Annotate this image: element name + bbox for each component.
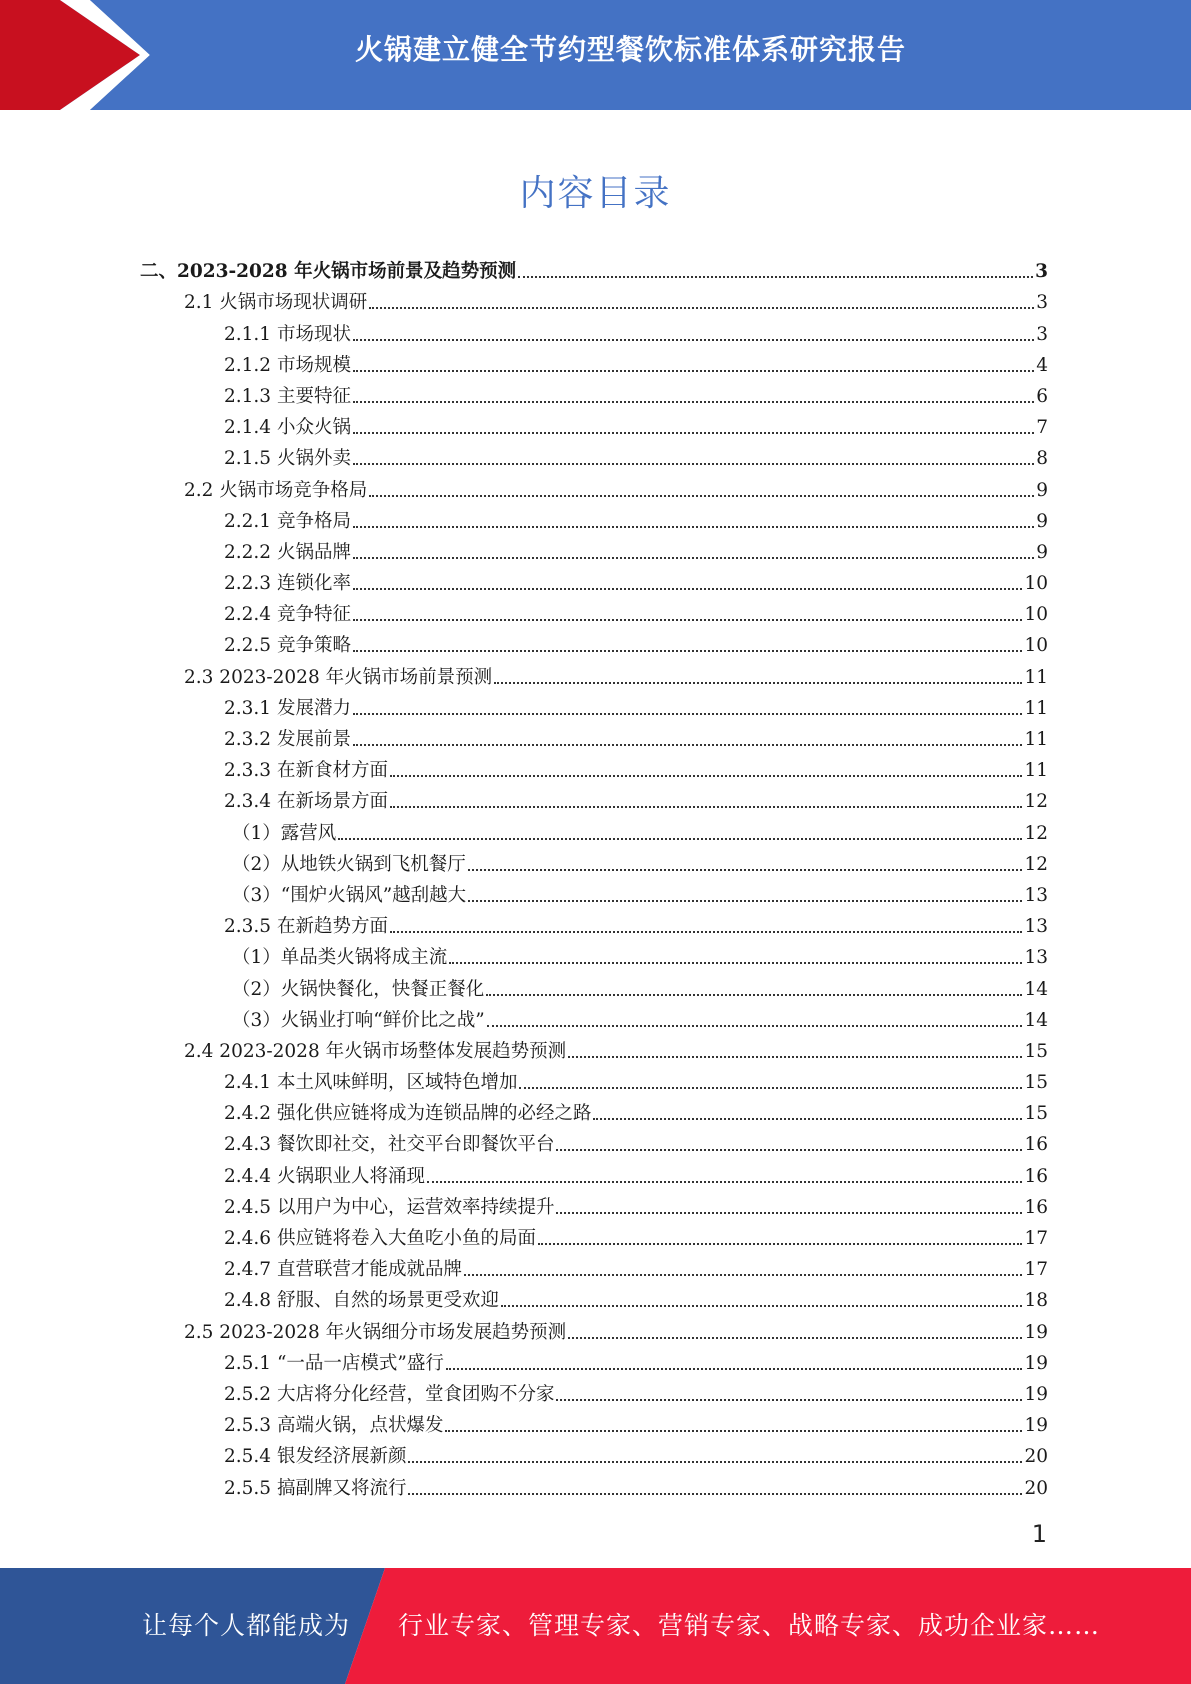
toc-dot-leader — [390, 805, 1022, 808]
toc-dot-leader — [338, 837, 1022, 840]
toc-entry[interactable] — [140, 283, 1048, 314]
toc-dot-leader — [487, 1024, 1023, 1027]
toc-entry-label: 2.5.1 “一品一店模式”盛行 — [224, 1352, 444, 1374]
toc-entry-page: 11 — [1024, 729, 1048, 750]
toc-entry-label: 2.4.4 火锅职业人将涌现 — [224, 1165, 425, 1187]
toc-dot-leader — [449, 961, 1022, 964]
footer-slogan-right: 行业专家、管理专家、营销专家、战略专家、成功企业家…… — [398, 1611, 1101, 1640]
toc-entry-page: 19 — [1024, 1415, 1048, 1437]
toc-entry[interactable] — [140, 1406, 1048, 1437]
toc-entry-label: 2.3 2023-2028 年火锅市场前景预测 — [184, 666, 493, 688]
toc-entry[interactable] — [140, 595, 1048, 626]
toc-heading: 内容目录 — [519, 173, 672, 214]
toc-entry-page: 18 — [1024, 1290, 1048, 1312]
toc-entry-page: 4 — [1036, 354, 1048, 376]
toc-entry[interactable] — [140, 720, 1048, 751]
toc-dot-leader — [556, 1211, 1022, 1214]
toc-entry[interactable] — [140, 470, 1048, 501]
toc-entry[interactable] — [140, 1156, 1048, 1187]
toc-entry[interactable] — [140, 626, 1048, 657]
toc-entry[interactable] — [140, 439, 1048, 470]
toc-entry-page: 15 — [1024, 1072, 1048, 1094]
toc-entry-page: 11 — [1024, 666, 1048, 688]
toc-entry-label: 2.3.1 发展潜力 — [224, 697, 351, 719]
page-number: 1 — [1031, 1520, 1047, 1548]
toc-entry-page: 19 — [1024, 1321, 1048, 1343]
toc-entry-page: 9 — [1036, 479, 1048, 501]
toc-entry-label: 2.1.4 小众火锅 — [224, 417, 351, 439]
toc-entry[interactable] — [140, 1188, 1048, 1219]
toc-dot-leader — [538, 1242, 1022, 1245]
toc-entry-label: 2.2.4 竞争特征 — [224, 604, 351, 626]
toc-entry-label: 2.3.3 在新食材方面 — [224, 760, 388, 782]
toc-entry-label: 2.3.4 在新场景方面 — [224, 791, 388, 813]
toc-entry[interactable] — [140, 502, 1048, 533]
toc-entry-page: 10 — [1024, 573, 1048, 595]
toc-entry-page: 11 — [1024, 697, 1048, 719]
toc-entry-label: 2.1 火锅市场现状调研 — [184, 292, 368, 314]
toc-dot-leader — [518, 275, 1033, 278]
toc-entry-label: 二、2023-2028 年火锅市场前景及趋势预测 — [140, 261, 517, 283]
toc-entry-label: 2.4.1 本土风味鲜明，区域特色增加 — [224, 1072, 518, 1094]
toc-entry-label: （2）火锅快餐化，快餐正餐化 — [232, 978, 485, 1000]
toc-entry-page: 16 — [1024, 1165, 1048, 1187]
toc-entry-page: 14 — [1024, 1009, 1048, 1031]
toc-entry-label: 2.4 2023-2028 年火锅市场整体发展趋势预测 — [184, 1040, 567, 1062]
toc-dot-leader — [390, 774, 1022, 777]
toc-entry-label: 2.4.3 餐饮即社交，社交平台即餐饮平台 — [224, 1134, 555, 1156]
toc-entry-page: 10 — [1024, 604, 1048, 626]
toc-entry[interactable] — [140, 533, 1048, 564]
toc-entry[interactable] — [140, 938, 1048, 969]
toc-entry-page: 16 — [1024, 1196, 1048, 1218]
toc-entry-label: 2.1.1 市场现状 — [224, 323, 351, 345]
toc-entry-label: 2.2 火锅市场竞争格局 — [184, 479, 368, 501]
toc-dot-leader — [353, 338, 1034, 341]
toc-dot-leader — [464, 1273, 1022, 1276]
toc-entry[interactable] — [140, 564, 1048, 595]
toc-entry-label: 2.2.3 连锁化率 — [224, 573, 351, 595]
toc-entry[interactable] — [140, 1094, 1048, 1125]
toc-entry[interactable] — [140, 252, 1048, 283]
toc-entry[interactable] — [140, 969, 1048, 1000]
toc-dot-leader — [353, 712, 1023, 715]
toc-dot-leader — [427, 1180, 1022, 1183]
toc-entry[interactable] — [140, 1250, 1048, 1281]
toc-entry[interactable] — [140, 1032, 1048, 1063]
toc-dot-leader — [556, 1148, 1022, 1151]
toc-entry[interactable] — [140, 377, 1048, 408]
toc-entry-label: 2.5.4 银发经济展新颜 — [224, 1446, 407, 1468]
toc-entry-page: 14 — [1024, 978, 1048, 1000]
toc-entry-page: 15 — [1024, 1103, 1048, 1125]
toc-entry[interactable] — [140, 657, 1048, 688]
toc-entry-label: （3）火锅业打响“鲜价比之战” — [232, 1009, 485, 1031]
toc-dot-leader — [353, 649, 1023, 652]
header-band — [0, 0, 1191, 110]
toc-entry[interactable] — [140, 408, 1048, 439]
toc-entry-page: 20 — [1024, 1446, 1048, 1468]
toc-entry[interactable] — [140, 1344, 1048, 1375]
toc-entry-page: 9 — [1036, 541, 1048, 563]
footer-slogan-left: 让每个人都能成为 — [142, 1611, 351, 1640]
toc-entry-page: 20 — [1024, 1477, 1048, 1499]
toc-entry-page: 19 — [1024, 1383, 1048, 1405]
toc-entry[interactable] — [140, 1001, 1048, 1032]
toc-dot-leader — [556, 1398, 1022, 1401]
toc-dot-leader — [519, 1086, 1022, 1089]
toc-dot-leader — [486, 993, 1022, 996]
toc-dot-leader — [353, 431, 1034, 434]
toc-entry-label: 2.1.5 火锅外卖 — [224, 448, 351, 470]
toc-entry-page: 6 — [1036, 385, 1048, 407]
toc-entry-label: 2.3.5 在新趋势方面 — [224, 916, 388, 938]
toc-dot-leader — [369, 494, 1034, 497]
toc-dot-leader — [408, 1460, 1022, 1463]
toc-entry-label: 2.2.1 竞争格局 — [224, 510, 351, 532]
toc-entry-label: 2.4.7 直营联营才能成就品牌 — [224, 1259, 462, 1281]
toc-entry-page: 17 — [1024, 1259, 1048, 1281]
toc-entry-label: （1）单品类火锅将成主流 — [232, 947, 448, 969]
toc-entry-page: 7 — [1036, 417, 1048, 439]
toc-dot-leader — [501, 1304, 1022, 1307]
toc-entry-label: （3）“围炉火锅风”越刮越大 — [232, 884, 467, 906]
toc-dot-leader — [568, 1055, 1022, 1058]
toc-entry-label: 2.3.2 发展前景 — [224, 729, 351, 750]
toc-dot-leader — [353, 743, 1023, 746]
toc-entry-page: 13 — [1024, 916, 1048, 938]
toc-dot-leader — [408, 1492, 1022, 1495]
toc-entry-label: 2.5.2 大店将分化经营，堂食团购不分家 — [224, 1383, 555, 1405]
toc-entry-label: 2.1.3 主要特征 — [224, 385, 351, 407]
toc-entry[interactable] — [140, 845, 1048, 876]
toc-entry[interactable] — [140, 876, 1048, 907]
toc-entry-page: 3 — [1035, 261, 1048, 283]
toc-entry-page: 16 — [1024, 1134, 1048, 1156]
toc-entry-page: 11 — [1024, 760, 1048, 782]
toc-entry-label: 2.1.2 市场规模 — [224, 354, 351, 376]
toc-entry-page: 12 — [1024, 853, 1048, 875]
toc-entry-label: （1）露营风 — [232, 822, 337, 844]
toc-entry-page: 17 — [1024, 1228, 1048, 1249]
header-arrow-graphic — [0, 0, 150, 110]
toc-dot-leader — [446, 1367, 1023, 1370]
toc-entry-page: 10 — [1024, 635, 1048, 657]
toc-entry-page: 9 — [1036, 510, 1048, 532]
toc-entry[interactable] — [140, 1468, 1048, 1499]
toc-dot-leader — [353, 618, 1023, 621]
toc-dot-leader — [390, 930, 1022, 933]
toc-entry-page: 15 — [1024, 1040, 1048, 1062]
toc-entry-page: 3 — [1036, 323, 1048, 345]
toc-entry-page: 8 — [1036, 448, 1048, 470]
toc-entry[interactable] — [140, 689, 1048, 720]
toc-entry-label: （2）从地铁火锅到飞机餐厅 — [232, 853, 466, 875]
toc-entry[interactable] — [140, 346, 1048, 377]
toc-dot-leader — [353, 525, 1034, 528]
toc-entry-page: 13 — [1024, 884, 1048, 906]
toc-dot-leader — [353, 462, 1034, 465]
toc-entry-label: 2.5.5 搞副牌又将流行 — [224, 1477, 407, 1499]
toc-entry[interactable] — [140, 782, 1048, 813]
toc-dot-leader — [369, 306, 1034, 309]
toc-dot-leader — [568, 1336, 1022, 1339]
toc-dot-leader — [468, 868, 1023, 871]
toc-entry-page: 12 — [1024, 791, 1048, 813]
toc-entry-page: 19 — [1024, 1352, 1048, 1374]
toc-entry[interactable] — [140, 907, 1048, 938]
toc-entry-label: 2.4.8 舒服、自然的场景更受欢迎 — [224, 1290, 499, 1312]
toc-entry[interactable] — [140, 1125, 1048, 1156]
toc-entry[interactable] — [140, 1312, 1048, 1343]
toc-entry-label: 2.4.5 以用户为中心，运营效率持续提升 — [224, 1196, 555, 1218]
toc-entry[interactable] — [140, 1063, 1048, 1094]
toc-entry[interactable] — [140, 314, 1048, 345]
toc-entry[interactable] — [140, 751, 1048, 782]
toc-entry[interactable] — [140, 1437, 1048, 1468]
toc-dot-leader — [353, 587, 1023, 590]
toc-dot-leader — [468, 899, 1022, 902]
toc-entry-page: 13 — [1024, 947, 1048, 969]
toc-entry-page: 3 — [1036, 292, 1048, 314]
toc-dot-leader — [494, 681, 1022, 684]
toc-entry-label: 2.5.3 高端火锅，点状爆发 — [224, 1415, 444, 1437]
toc-entry-label: 2.2.2 火锅品牌 — [224, 541, 351, 563]
toc-dot-leader — [445, 1429, 1022, 1432]
toc-dot-leader — [353, 400, 1034, 403]
toc-entry[interactable] — [140, 1281, 1048, 1312]
toc-dot-leader — [353, 369, 1034, 372]
toc-dot-leader — [353, 556, 1034, 559]
toc-entry-label: 2.5 2023-2028 年火锅细分市场发展趋势预测 — [184, 1321, 567, 1343]
toc-entry-page: 12 — [1024, 822, 1048, 844]
report-title: 火锅建立健全节约型餐饮标准体系研究报告 — [354, 33, 906, 66]
toc-entry-label: 2.4.6 供应链将卷入大鱼吃小鱼的局面 — [224, 1228, 536, 1249]
toc-dot-leader — [593, 1117, 1022, 1120]
toc-entry-label: 2.4.2 强化供应链将成为连锁品牌的必经之路 — [224, 1103, 592, 1125]
toc-entry[interactable] — [140, 1219, 1048, 1250]
table-of-contents — [140, 252, 1048, 1500]
toc-entry[interactable] — [140, 1375, 1048, 1406]
toc-entry[interactable] — [140, 813, 1048, 844]
toc-entry-label: 2.2.5 竞争策略 — [224, 635, 351, 657]
